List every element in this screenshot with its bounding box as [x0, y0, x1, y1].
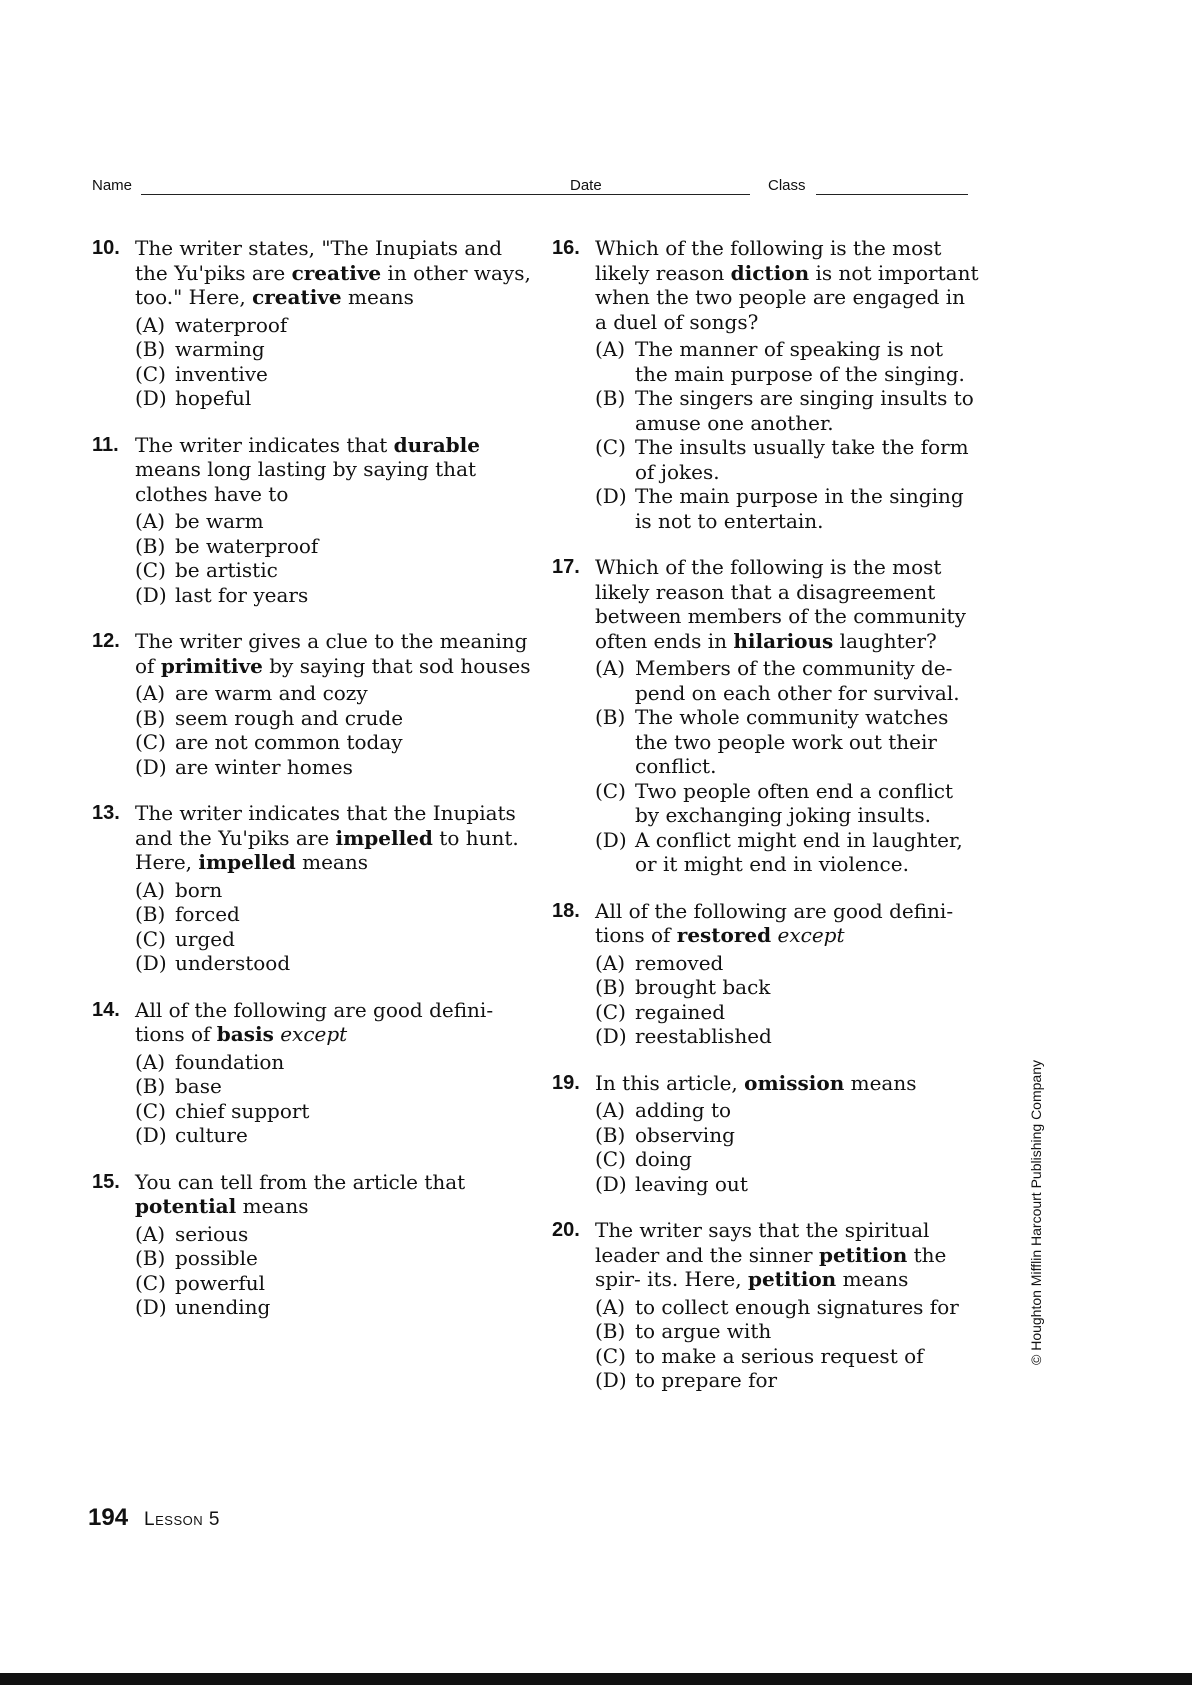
- question-stem: [595, 1071, 982, 1096]
- option-letter: (A): [135, 1049, 166, 1074]
- option-text: A conflict might end in laughter, or it might end in violence.: [635, 827, 963, 876]
- option-text: hopeful: [175, 386, 252, 410]
- question-12: [92, 629, 532, 779]
- answer-option[interactable]: [595, 1344, 982, 1369]
- student-info-header: [92, 174, 972, 198]
- answer-option[interactable]: [595, 1368, 982, 1393]
- question-number: 10.: [92, 237, 120, 259]
- question-stem: [595, 236, 982, 334]
- stem-text: except: [280, 1022, 348, 1046]
- option-text: warming: [175, 337, 265, 361]
- option-letter: (D): [135, 1123, 167, 1147]
- option-text: leaving out: [635, 1171, 748, 1196]
- stem-text: The writer indicates that the Inupiats and the Yu'piks are: [135, 801, 516, 850]
- question-number: 12.: [92, 630, 120, 652]
- question-stem: [135, 801, 532, 875]
- vocabulary-word: petition: [818, 1242, 908, 1267]
- answer-option[interactable]: [595, 1295, 982, 1320]
- question-stem: [595, 555, 982, 653]
- question-number: 13.: [92, 802, 120, 824]
- date-field[interactable]: [610, 194, 750, 195]
- answer-option[interactable]: [595, 337, 982, 386]
- vocabulary-word: petition: [747, 1267, 837, 1291]
- option-text: forced: [175, 902, 240, 926]
- stem-text: In this article,: [595, 1070, 745, 1095]
- option-text: be warm: [175, 509, 264, 533]
- question-number: 15.: [92, 1170, 120, 1193]
- answer-option[interactable]: [595, 1147, 982, 1172]
- stem-text: The writer gives a clue to the meaning of: [135, 629, 528, 678]
- question-stem: [135, 433, 532, 507]
- option-text: removed: [635, 950, 724, 975]
- questions-column-right: [552, 236, 982, 1393]
- option-letter: (D): [595, 827, 627, 852]
- option-text: observing: [635, 1122, 735, 1147]
- class-label: Class: [768, 177, 806, 194]
- option-letter: (D): [595, 484, 627, 508]
- answer-options: [595, 656, 982, 877]
- option-text: reestablished: [635, 1024, 772, 1048]
- option-letter: (A): [135, 312, 166, 337]
- vocabulary-word: potential: [135, 1194, 237, 1218]
- option-text: The insults usually take the form of jokes.: [635, 435, 969, 484]
- answer-options: [135, 681, 532, 779]
- answer-options: [595, 337, 982, 533]
- answer-option[interactable]: [595, 1123, 982, 1148]
- answer-option[interactable]: [135, 1050, 532, 1075]
- question-number: 18.: [552, 899, 580, 922]
- option-letter: (B): [595, 705, 626, 729]
- answer-options: [135, 509, 532, 607]
- option-letter: (D): [595, 1368, 627, 1392]
- question-number: 19.: [552, 1071, 580, 1094]
- answer-option[interactable]: [135, 337, 532, 362]
- option-letter: (C): [595, 1343, 626, 1368]
- option-text: to argue with: [635, 1319, 772, 1343]
- answer-option[interactable]: [135, 681, 532, 706]
- option-letter: (D): [135, 582, 167, 607]
- lesson-label: Lesson 5: [144, 1509, 220, 1530]
- stem-text: All of the following are good defini- tions of: [135, 997, 494, 1046]
- question-14: [92, 998, 532, 1148]
- option-text: The manner of speaking is not the main purpose of the singing.: [635, 337, 965, 386]
- option-letter: (B): [595, 386, 626, 410]
- option-text: doing: [635, 1147, 692, 1171]
- stem-text: means: [236, 1194, 309, 1218]
- option-text: inventive: [175, 361, 268, 386]
- date-label: Date: [570, 177, 602, 194]
- option-text: culture: [175, 1123, 248, 1147]
- answer-option[interactable]: [135, 534, 532, 559]
- option-text: be waterproof: [175, 533, 319, 558]
- stem-text: to hunt. Here,: [135, 825, 519, 874]
- option-text: understood: [175, 951, 291, 975]
- page-footer: [88, 1504, 220, 1534]
- answer-option[interactable]: [595, 386, 982, 435]
- question-11: [92, 433, 532, 608]
- option-letter: (C): [595, 435, 626, 459]
- answer-option[interactable]: [135, 755, 532, 780]
- vocabulary-word: diction: [730, 260, 810, 285]
- answer-option[interactable]: [135, 1246, 532, 1271]
- option-letter: (A): [135, 509, 166, 533]
- answer-option[interactable]: [135, 951, 532, 976]
- option-letter: (D): [135, 754, 167, 779]
- answer-option[interactable]: [135, 509, 532, 534]
- question-17: [552, 555, 982, 877]
- option-letter: (B): [595, 975, 626, 999]
- question-stem: [595, 1218, 982, 1292]
- option-text: serious: [175, 1221, 249, 1246]
- question-10: [92, 236, 532, 411]
- option-text: last for years: [175, 582, 309, 607]
- option-letter: (D): [135, 386, 167, 410]
- question-number: 20.: [552, 1219, 580, 1241]
- answer-option[interactable]: [595, 1024, 982, 1049]
- answer-option[interactable]: [595, 1172, 982, 1197]
- vocabulary-word: impelled: [198, 850, 296, 874]
- name-field[interactable]: [141, 194, 657, 195]
- answer-option[interactable]: [135, 1222, 532, 1247]
- question-stem: [135, 629, 532, 678]
- stem-text: You can tell from the article that: [135, 1169, 466, 1194]
- vocabulary-word: durable: [393, 432, 480, 457]
- answer-option[interactable]: [135, 878, 532, 903]
- answer-options: [135, 878, 532, 976]
- question-stem: [135, 236, 532, 310]
- option-text: seem rough and crude: [175, 705, 404, 730]
- stem-text: laughter?: [833, 628, 937, 653]
- option-text: to make a serious request of: [635, 1343, 924, 1368]
- option-letter: (C): [135, 1098, 166, 1123]
- answer-option[interactable]: [135, 583, 532, 608]
- stem-text: The writer indicates that: [135, 432, 394, 457]
- option-text: unending: [175, 1295, 271, 1319]
- option-letter: (C): [595, 1147, 626, 1171]
- question-15: [92, 1170, 532, 1320]
- vocabulary-word: hilarious: [733, 628, 834, 653]
- stem-text: The writer states, "The Inupiats and the Yu'piks are: [135, 236, 503, 285]
- bottom-edge-bar: [0, 1673, 1192, 1685]
- option-text: The whole community watches the two people work out their conflict.: [635, 705, 949, 778]
- stem-text: by saying that sod houses: [262, 653, 531, 678]
- vocabulary-word: primitive: [160, 653, 263, 678]
- stem-text: in other ways, too." Here,: [135, 260, 531, 309]
- question-number: 14.: [92, 998, 120, 1021]
- answer-option[interactable]: [135, 1123, 532, 1148]
- stem-text: Which of the following is the most likely reason that a disagreement between members of the community often ends in: [595, 555, 966, 653]
- question-number: 11.: [92, 433, 119, 456]
- stem-text: All of the following are good defini- tions of: [595, 898, 954, 947]
- option-text: powerful: [175, 1270, 266, 1295]
- vocabulary-word: creative: [252, 285, 342, 309]
- page-number: 194: [88, 1504, 129, 1531]
- question-20: [552, 1218, 982, 1393]
- vocabulary-word: basis: [216, 1022, 274, 1046]
- option-letter: (A): [135, 1221, 166, 1246]
- option-letter: (B): [595, 1122, 626, 1147]
- option-letter: (A): [135, 681, 166, 705]
- answer-option[interactable]: [135, 1295, 532, 1320]
- option-text: The main purpose in the singing is not to entertain.: [635, 484, 964, 533]
- answer-option[interactable]: [135, 927, 532, 952]
- question-18: [552, 899, 982, 1049]
- option-text: brought back: [635, 975, 771, 999]
- question-stem: [595, 899, 982, 948]
- answer-option[interactable]: [135, 1074, 532, 1099]
- class-field[interactable]: [816, 194, 968, 195]
- answer-options: [595, 951, 982, 1049]
- stem-text: except: [777, 923, 845, 947]
- option-letter: (B): [135, 1074, 166, 1098]
- option-text: are not common today: [175, 730, 403, 754]
- stem-text: the spir- its. Here,: [595, 1242, 947, 1291]
- option-letter: (C): [595, 999, 626, 1024]
- answer-option[interactable]: [135, 362, 532, 387]
- question-stem: [135, 1170, 532, 1219]
- option-letter: (D): [595, 1024, 627, 1048]
- name-label: Name: [92, 177, 133, 194]
- answer-options: [135, 1050, 532, 1148]
- answer-option[interactable]: [595, 435, 982, 484]
- answer-option[interactable]: [135, 730, 532, 755]
- answer-option[interactable]: [135, 386, 532, 411]
- option-letter: (A): [595, 1098, 626, 1122]
- answer-option[interactable]: [135, 1099, 532, 1124]
- option-text: are winter homes: [175, 754, 353, 779]
- answer-options: [595, 1098, 982, 1196]
- vocabulary-word: creative: [291, 260, 382, 285]
- option-letter: (C): [135, 558, 166, 582]
- stem-text: The writer says that the spiritual leader and the sinner: [595, 1218, 930, 1267]
- stem-text: means: [836, 1267, 909, 1291]
- question-number: 16.: [552, 237, 580, 259]
- stem-text: means long lasting by saying that clothes have to: [135, 457, 477, 506]
- option-letter: (B): [135, 533, 166, 558]
- answer-option[interactable]: [595, 779, 982, 828]
- answer-option[interactable]: [595, 1319, 982, 1344]
- option-letter: (C): [135, 730, 166, 754]
- option-text: urged: [175, 926, 235, 951]
- option-letter: (B): [135, 705, 166, 730]
- option-text: possible: [175, 1246, 258, 1270]
- question-stem: [135, 998, 532, 1047]
- answer-option[interactable]: [135, 1271, 532, 1296]
- option-letter: (D): [595, 1171, 627, 1196]
- option-letter: (B): [135, 337, 166, 361]
- answer-option[interactable]: [135, 313, 532, 338]
- option-letter: (C): [135, 1270, 166, 1295]
- question-number: 17.: [552, 556, 580, 578]
- answer-options: [595, 1295, 982, 1393]
- option-text: be artistic: [175, 558, 278, 582]
- vocabulary-word: restored: [676, 923, 772, 947]
- option-letter: (A): [135, 877, 166, 902]
- option-letter: (D): [135, 951, 167, 975]
- stem-text: means: [295, 850, 368, 874]
- option-text: born: [175, 877, 223, 902]
- option-letter: (C): [135, 926, 166, 951]
- option-letter: (A): [595, 950, 626, 975]
- answer-option[interactable]: [595, 975, 982, 1000]
- answer-option[interactable]: [595, 951, 982, 976]
- answer-option[interactable]: [595, 1098, 982, 1123]
- option-letter: (A): [595, 1294, 626, 1319]
- answer-options: [135, 1222, 532, 1320]
- answer-option[interactable]: [595, 705, 982, 779]
- vocabulary-word: impelled: [335, 825, 433, 850]
- option-letter: (A): [595, 337, 626, 361]
- option-text: chief support: [175, 1098, 310, 1123]
- stem-text: Which of the following is the most likely reason: [595, 236, 942, 285]
- vocabulary-word: omission: [744, 1070, 845, 1095]
- question-16: [552, 236, 982, 533]
- answer-option[interactable]: [595, 484, 982, 533]
- option-text: are warm and cozy: [175, 681, 368, 705]
- option-letter: (C): [595, 778, 626, 803]
- option-letter: (B): [135, 902, 166, 926]
- option-text: Members of the community de- pend on each other for survival.: [635, 656, 960, 705]
- answer-options: [135, 313, 532, 411]
- answer-option[interactable]: [595, 656, 982, 705]
- question-13: [92, 801, 532, 976]
- questions-column-left: [92, 236, 532, 1320]
- stem-text: means: [341, 285, 414, 309]
- option-letter: (B): [135, 1246, 166, 1270]
- option-text: waterproof: [175, 312, 288, 337]
- option-text: adding to: [635, 1098, 732, 1122]
- stem-text: is not important when the two people are engaged in a duel of songs?: [595, 260, 979, 334]
- option-letter: (A): [595, 656, 626, 680]
- option-letter: (B): [595, 1319, 626, 1343]
- question-19: [552, 1071, 982, 1197]
- option-text: The singers are singing insults to amuse one another.: [635, 386, 974, 435]
- answer-option[interactable]: [135, 706, 532, 731]
- stem-text: means: [844, 1070, 917, 1095]
- copyright-notice: © Houghton Mifflin Harcourt Publishing Company: [1028, 1060, 1044, 1365]
- option-text: base: [175, 1074, 222, 1098]
- option-letter: (C): [135, 361, 166, 386]
- answer-option[interactable]: [135, 558, 532, 583]
- answer-option[interactable]: [135, 902, 532, 927]
- option-text: to prepare for: [635, 1368, 778, 1392]
- answer-option[interactable]: [595, 828, 982, 877]
- option-text: to collect enough signatures for: [635, 1294, 959, 1319]
- option-text: regained: [635, 999, 726, 1024]
- option-letter: (D): [135, 1295, 167, 1319]
- answer-option[interactable]: [595, 1000, 982, 1025]
- option-text: foundation: [175, 1049, 285, 1074]
- option-text: Two people often end a conflict by exchanging joking insults.: [635, 778, 954, 827]
